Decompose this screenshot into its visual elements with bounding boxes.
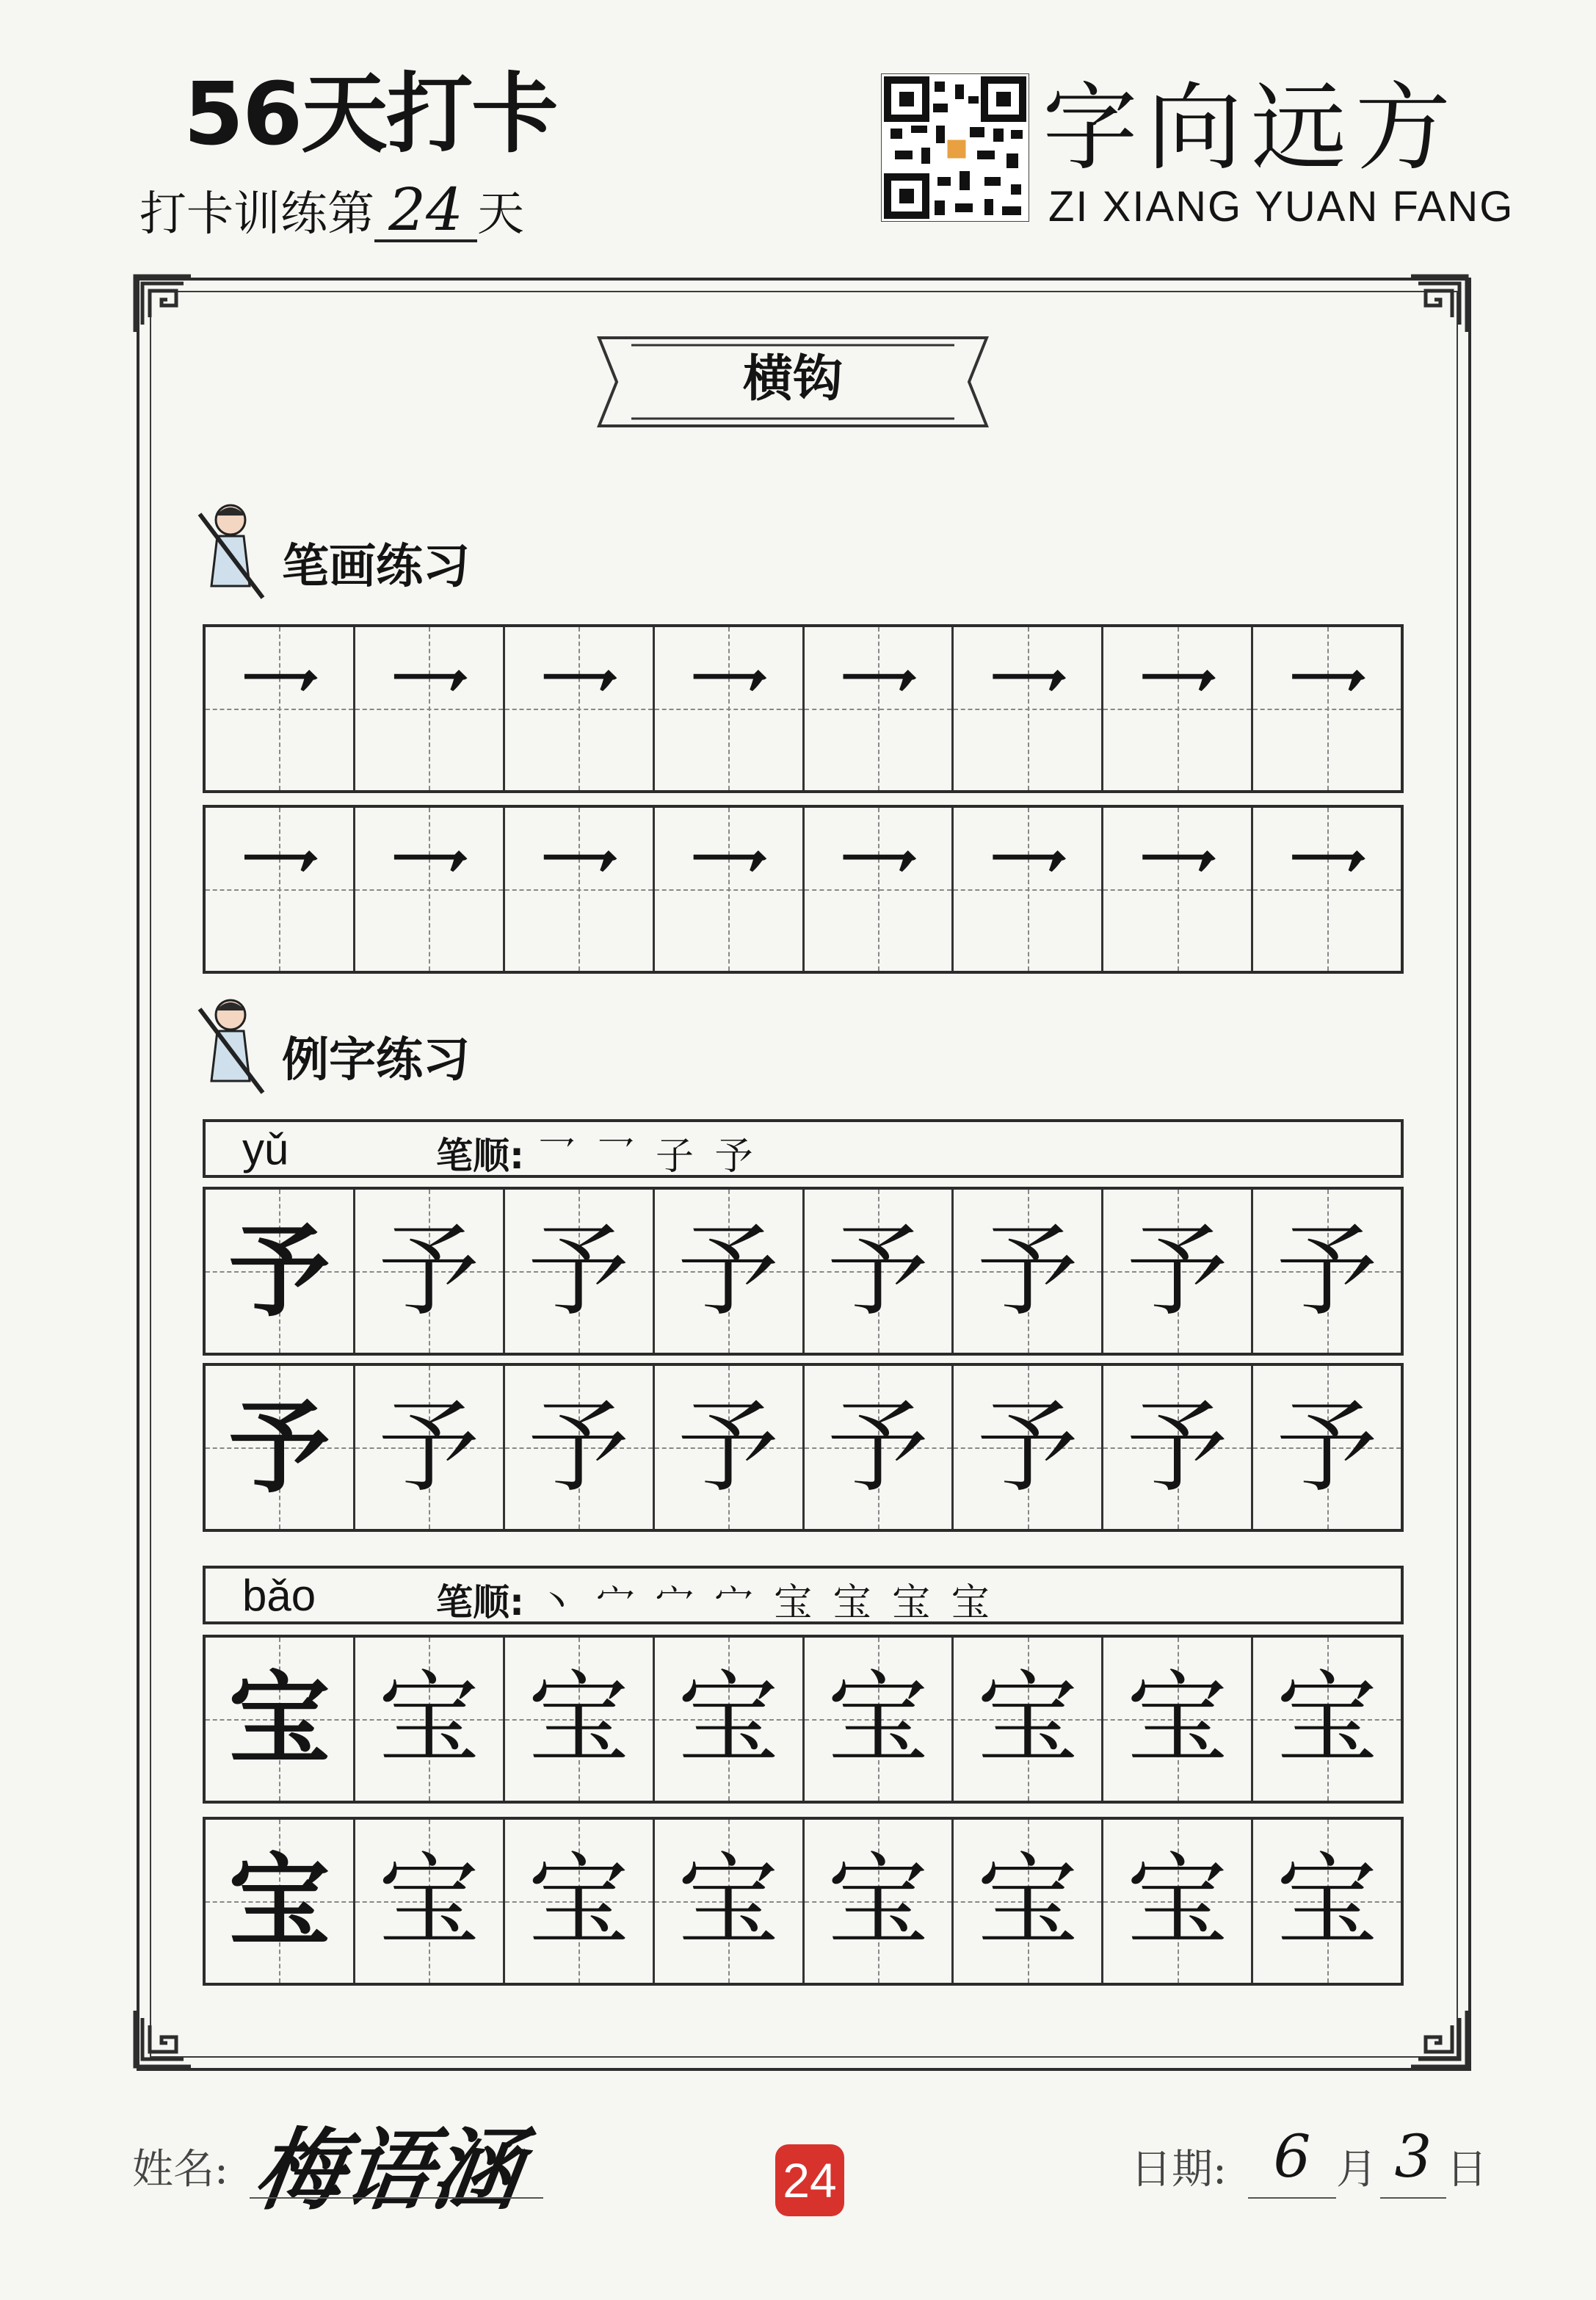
practice-cell[interactable]: 予 xyxy=(206,1366,355,1529)
practice-cell[interactable]: 宝 xyxy=(954,1638,1103,1801)
lesson-title: 横钩 xyxy=(742,350,843,408)
practice-cell[interactable]: 予 xyxy=(355,1190,505,1353)
practice-cell[interactable]: 宝 xyxy=(206,1820,355,1983)
practice-cell[interactable]: 乛 xyxy=(206,808,355,971)
practice-cell[interactable]: 予 xyxy=(505,1366,655,1529)
month-underline xyxy=(1248,2197,1336,2199)
practice-cell[interactable]: 予 xyxy=(1103,1366,1253,1529)
practice-cell[interactable]: 乛 xyxy=(655,808,805,971)
practice-cell[interactable]: 予 xyxy=(954,1366,1103,1529)
page-title: 56天打卡 xyxy=(184,63,557,164)
practice-cell[interactable]: 予 xyxy=(355,1366,505,1529)
day-number: 24 xyxy=(374,181,477,242)
practice-cell[interactable]: 乛 xyxy=(954,808,1103,971)
practice-cell[interactable]: 乛 xyxy=(1103,808,1253,971)
practice-cell[interactable]: 予 xyxy=(1103,1190,1253,1353)
practice-grid-row xyxy=(203,1363,1404,1532)
practice-grid-row xyxy=(203,805,1404,974)
practice-cell[interactable]: 宝 xyxy=(1103,1820,1253,1983)
stroke-order-label: 笔顺: xyxy=(436,1135,524,1177)
stroke-order: 乛 乛 子 予 xyxy=(537,1135,758,1179)
day-underline xyxy=(1380,2197,1446,2199)
pinyin: yǔ xyxy=(242,1124,289,1173)
stroke-order-label: 笔顺: xyxy=(436,1581,524,1624)
practice-cell[interactable]: 予 xyxy=(1253,1366,1401,1529)
corner-ornament-icon xyxy=(132,273,194,335)
section-title-strokes: 笔画练习 xyxy=(282,540,470,594)
name-label: 姓名: xyxy=(132,2146,228,2194)
practice-cell[interactable]: 乛 xyxy=(1253,808,1401,971)
stroke-order: 丶 宀 宀 宀 宝 宝 宝 宝 xyxy=(537,1581,994,1625)
practice-cell[interactable]: 宝 xyxy=(954,1820,1103,1983)
practice-cell[interactable]: 乛 xyxy=(655,627,805,790)
practice-cell[interactable]: 予 xyxy=(954,1190,1103,1353)
practice-cell[interactable]: 乛 xyxy=(805,627,954,790)
qr-code-icon xyxy=(881,73,1029,222)
practice-cell[interactable]: 乛 xyxy=(505,627,655,790)
brand-pinyin: ZI XIANG YUAN FANG xyxy=(1048,183,1515,231)
practice-cell[interactable]: 宝 xyxy=(505,1820,655,1983)
practice-cell[interactable]: 予 xyxy=(805,1190,954,1353)
month-unit: 月 xyxy=(1336,2146,1377,2194)
corner-ornament-icon xyxy=(1408,273,1470,335)
practice-cell[interactable]: 宝 xyxy=(805,1638,954,1801)
practice-cell[interactable]: 宝 xyxy=(355,1638,505,1801)
practice-grid-row xyxy=(203,1187,1404,1356)
student-writing-icon xyxy=(192,994,273,1097)
practice-cell[interactable]: 予 xyxy=(1253,1190,1401,1353)
corner-ornament-icon xyxy=(132,2008,194,2069)
day-prefix: 打卡训练第 xyxy=(139,187,374,242)
practice-cell[interactable]: 乛 xyxy=(954,627,1103,790)
brand-logo-chinese: 字向远方 xyxy=(1042,72,1460,184)
name-underline xyxy=(250,2197,543,2199)
practice-cell[interactable]: 宝 xyxy=(805,1820,954,1983)
character-info-row xyxy=(203,1119,1404,1178)
practice-cell[interactable]: 宝 xyxy=(1253,1820,1401,1983)
day-suffix: 天 xyxy=(477,187,524,242)
practice-cell[interactable]: 乛 xyxy=(505,808,655,971)
practice-grid-row xyxy=(203,624,1404,793)
day-unit: 日 xyxy=(1446,2146,1487,2194)
practice-cell[interactable]: 宝 xyxy=(1103,1638,1253,1801)
practice-grid-row xyxy=(203,1817,1404,1986)
practice-cell[interactable]: 宝 xyxy=(206,1638,355,1801)
date-month[interactable]: 6 xyxy=(1273,2122,1311,2191)
character-info-row xyxy=(203,1566,1404,1624)
student-name[interactable]: 梅语涵 xyxy=(248,2119,528,2222)
practice-cell[interactable]: 宝 xyxy=(655,1820,805,1983)
date-label: 日期: xyxy=(1131,2146,1227,2194)
practice-cell[interactable]: 乛 xyxy=(805,808,954,971)
practice-cell[interactable]: 乛 xyxy=(1253,627,1401,790)
practice-cell[interactable]: 予 xyxy=(805,1366,954,1529)
corner-ornament-icon xyxy=(1408,2008,1470,2069)
practice-cell[interactable]: 予 xyxy=(206,1190,355,1353)
practice-cell[interactable]: 宝 xyxy=(1253,1638,1401,1801)
practice-cell[interactable]: 宝 xyxy=(355,1820,505,1983)
student-writing-icon xyxy=(192,499,273,602)
page-number-badge: 24 xyxy=(775,2144,844,2216)
practice-grid-row xyxy=(203,1635,1404,1804)
practice-cell[interactable]: 予 xyxy=(655,1366,805,1529)
practice-cell[interactable]: 予 xyxy=(655,1190,805,1353)
practice-cell[interactable]: 乛 xyxy=(355,808,505,971)
practice-cell[interactable]: 予 xyxy=(505,1190,655,1353)
practice-cell[interactable]: 乛 xyxy=(1103,627,1253,790)
practice-cell[interactable]: 乛 xyxy=(206,627,355,790)
date-day[interactable]: 3 xyxy=(1394,2122,1432,2191)
pinyin: bǎo xyxy=(242,1571,316,1620)
practice-cell[interactable]: 宝 xyxy=(655,1638,805,1801)
practice-cell[interactable]: 宝 xyxy=(505,1638,655,1801)
practice-cell[interactable]: 乛 xyxy=(355,627,505,790)
section-title-examples: 例字练习 xyxy=(282,1033,470,1088)
checkin-day-line xyxy=(139,176,524,244)
